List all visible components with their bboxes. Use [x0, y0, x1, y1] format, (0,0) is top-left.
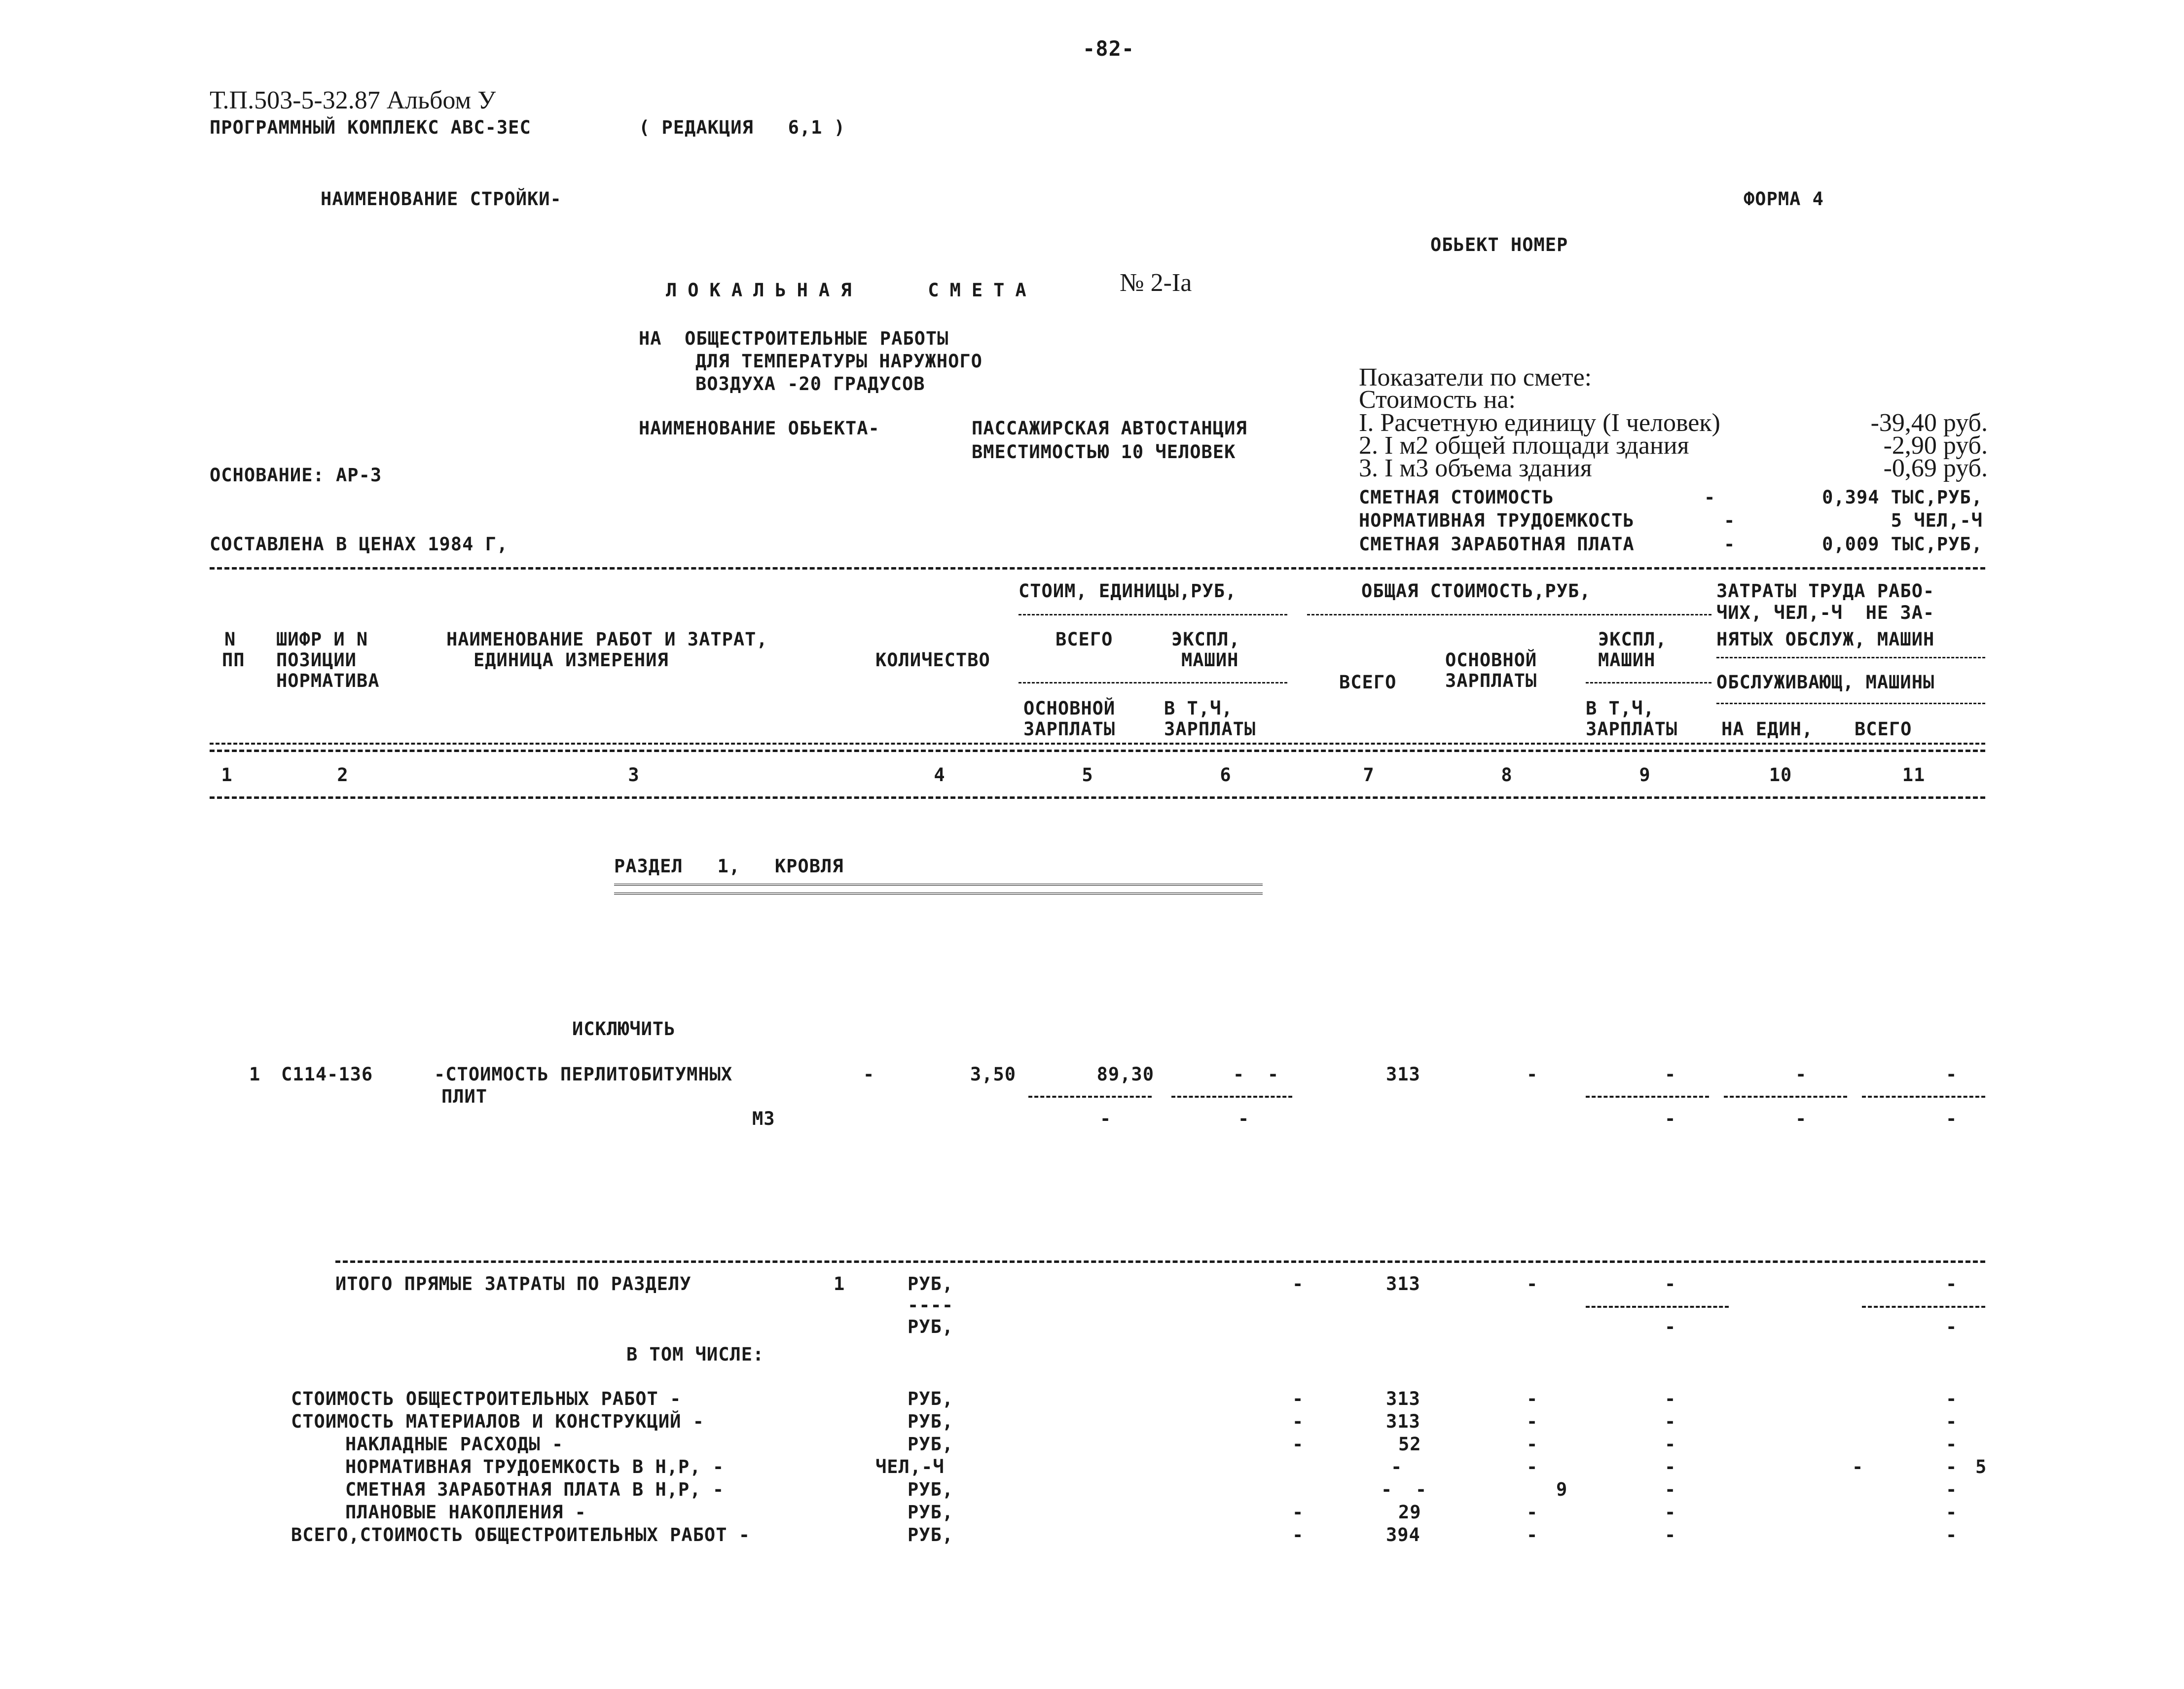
row-total: 313: [1386, 1064, 1420, 1085]
header-uc-wage: ОСНОВНОЙ: [1023, 698, 1116, 719]
col-number: 8: [1501, 764, 1513, 786]
section-title: РАЗДЕЛ 1, КРОВЛЯ: [614, 856, 844, 877]
row-rule: [1862, 1096, 1985, 1098]
total-line-dash: -: [1292, 1411, 1304, 1432]
totals-rule: [1586, 1306, 1729, 1308]
total-line-unit: РУБ,: [908, 1524, 954, 1545]
header-uc-total: ВСЕГО: [1056, 629, 1113, 650]
exclude-label: ИСКЛЮЧИТЬ: [572, 1018, 676, 1040]
total-line-label: ПЛАНОВЫЕ НАКОПЛЕНИЯ -: [345, 1502, 586, 1523]
header-qty: КОЛИЧЕСТВО: [875, 649, 990, 671]
col-number: 3: [628, 764, 640, 786]
total-line-label: СМЕТНАЯ ЗАРАБОТНАЯ ПЛАТА В Н,Р, -: [345, 1479, 725, 1500]
col-number: 9: [1639, 764, 1651, 786]
row-col9: -: [1665, 1064, 1676, 1085]
row-col11: -: [1946, 1064, 1958, 1085]
indicator-label: 2. I м2 общей площади здания: [1359, 431, 1689, 460]
header-rule: [1586, 682, 1711, 683]
total-line-value: 29: [1398, 1502, 1421, 1523]
header-code: НОРМАТИВА: [276, 670, 380, 691]
header-uc-mach: ЭКСПЛ,: [1171, 629, 1240, 650]
direct-costs-unit: РУБ,: [908, 1316, 954, 1337]
header-num: ПП: [222, 649, 245, 671]
total-line-col8: 9: [1556, 1479, 1568, 1500]
col-numbers-rule: [210, 796, 1985, 799]
row-name: ПЛИТ: [441, 1086, 488, 1107]
row-rule: [1028, 1096, 1152, 1098]
header-name: НАИМЕНОВАНИЕ РАБОТ И ЗАТРАТ,: [446, 629, 768, 650]
total-line-col9: -: [1665, 1411, 1676, 1432]
summary-label: СМЕТНАЯ ЗАРАБОТНАЯ ПЛАТА: [1359, 534, 1635, 555]
total-line-col8: -: [1527, 1502, 1538, 1523]
row-code: С114-136: [281, 1064, 373, 1085]
header-bottom-rule: [210, 750, 1985, 752]
summary-sep: -: [1724, 534, 1736, 555]
direct-costs-unit: ----: [908, 1294, 954, 1316]
header-tc-wage: ЗАРПЛАТЫ: [1445, 670, 1537, 691]
summary-value: 5 ЧЕЛ,-Ч: [1891, 510, 1983, 531]
object-name-line-2: ВМЕСТИМОСТЬЮ 10 ЧЕЛОВЕК: [972, 441, 1236, 463]
object-name-label: НАИМЕНОВАНИЕ ОБЬЕКТА-: [639, 418, 880, 439]
estimate-number: № 2-Iа: [1120, 269, 1192, 297]
total-line-extra: 5: [1975, 1456, 1987, 1477]
summary-value: 0,009 ТЫС,РУБ,: [1822, 534, 1983, 555]
row-col8: -: [1527, 1064, 1538, 1085]
indicator-value: -39,40 руб.: [1870, 409, 1988, 437]
total-line-dash: -: [1292, 1434, 1304, 1455]
header-tc-wage: ОСНОВНОЙ: [1445, 649, 1537, 671]
indicators-title: Показатели по смете:: [1359, 363, 1592, 392]
total-line-col8: -: [1527, 1456, 1538, 1477]
row-b11: -: [1946, 1108, 1958, 1129]
total-line-value: -: [1391, 1456, 1403, 1477]
total-line-value: - -: [1381, 1479, 1427, 1500]
row-rule: [1724, 1096, 1847, 1098]
total-line-col11: -: [1946, 1388, 1958, 1409]
header-rule: [1716, 703, 1985, 704]
total-line-col9: -: [1665, 1524, 1676, 1545]
indicator-value: -2,90 руб.: [1883, 431, 1988, 460]
total-line-unit: РУБ,: [908, 1502, 954, 1523]
total-line-value: 313: [1386, 1388, 1420, 1409]
row-b6: -: [1238, 1108, 1250, 1129]
direct-costs-total: 313: [1386, 1273, 1420, 1294]
header-labor: ЗАТРАТЫ ТРУДА РАБО-: [1716, 580, 1935, 602]
totals-top-rule: [335, 1260, 1985, 1263]
software-name: ПРОГРАММНЫЙ КОМПЛЕКС АВС-3ЕС: [210, 117, 531, 138]
col-number: 4: [934, 764, 946, 786]
header-rule: [1307, 614, 1711, 615]
total-line-col11: -: [1946, 1524, 1958, 1545]
row-col10: -: [1795, 1064, 1807, 1085]
building-name-label: НАИМЕНОВАНИЕ СТРОЙКИ-: [321, 188, 562, 210]
header-code: ШИФР И N: [276, 629, 368, 650]
total-line-value: 313: [1386, 1411, 1420, 1432]
direct-costs-b11: -: [1946, 1316, 1958, 1337]
header-code: ПОЗИЦИИ: [276, 649, 357, 671]
total-line-col10: -: [1852, 1456, 1864, 1477]
header-uc-incl: В Т,Ч,: [1164, 698, 1233, 719]
indicators-cost-on: Стоимость на:: [1359, 386, 1516, 414]
col-number: 10: [1769, 764, 1792, 786]
total-line-unit: РУБ,: [908, 1434, 954, 1455]
header-rule: [1019, 682, 1287, 683]
form-number: ФОРМА 4: [1744, 188, 1824, 210]
total-line-label: СТОИМОСТЬ ОБЩЕСТРОИТЕЛЬНЫХ РАБОТ -: [291, 1388, 682, 1409]
col-number: 1: [221, 764, 233, 786]
page-number: -82-: [1083, 36, 1135, 61]
total-line-col9: -: [1665, 1388, 1676, 1409]
header-tc-incl: В Т,Ч,: [1586, 698, 1655, 719]
basis: ОСНОВАНИЕ: АР-3: [210, 465, 382, 486]
total-line-unit: ЧЕЛ,-Ч: [875, 1456, 945, 1477]
row-b9: -: [1665, 1108, 1676, 1129]
direct-costs-unit: РУБ,: [908, 1273, 954, 1294]
direct-costs-col11: -: [1946, 1273, 1958, 1294]
total-line-col11: -: [1946, 1502, 1958, 1523]
total-line-label: НОРМАТИВНАЯ ТРУДОЕМКОСТЬ В Н,Р, -: [345, 1456, 725, 1477]
section-underline: [614, 884, 1263, 895]
col-number: 7: [1363, 764, 1375, 786]
total-line-col11: -: [1946, 1456, 1958, 1477]
object-number-label: ОБЬЕКТ НОМЕР: [1430, 234, 1568, 255]
header-labor-unit: НА ЕДИН,: [1721, 719, 1814, 740]
total-line-dash: -: [1292, 1388, 1304, 1409]
estimate-title: ЛОКАЛЬНАЯ СМЕТА: [666, 280, 1037, 301]
header-total-cost: ОБЩАЯ СТОИМОСТЬ,РУБ,: [1361, 580, 1591, 602]
row-qty: 3,50: [970, 1064, 1016, 1085]
total-line-unit: РУБ,: [908, 1479, 954, 1500]
summary-label: НОРМАТИВНАЯ ТРУДОЕМКОСТЬ: [1359, 510, 1635, 531]
direct-costs-dash: -: [1292, 1273, 1304, 1294]
row-rule: [1586, 1096, 1709, 1098]
header-labor: ОБСЛУЖИВАЮЩ, МАШИНЫ: [1716, 672, 1935, 693]
summary-sep: -: [1724, 510, 1736, 531]
total-line-col8: -: [1527, 1411, 1538, 1432]
header-tc-mach: ЭКСПЛ,: [1598, 629, 1667, 650]
object-name-line-1: ПАССАЖИРСКАЯ АВТОСТАНЦИЯ: [972, 418, 1247, 439]
row-unit-mach: - -: [1233, 1064, 1279, 1085]
header-tc-total: ВСЕГО: [1339, 672, 1397, 693]
header-double-rule: [210, 743, 1985, 745]
indicator-value: -0,69 руб.: [1883, 454, 1988, 482]
total-line-col9: -: [1665, 1479, 1676, 1500]
total-line-col11: -: [1946, 1479, 1958, 1500]
total-line-unit: РУБ,: [908, 1411, 954, 1432]
summary-label: СМЕТНАЯ СТОИМОСТЬ: [1359, 487, 1554, 508]
total-line-col11: -: [1946, 1411, 1958, 1432]
header-uc-incl: ЗАРПЛАТЫ: [1164, 719, 1256, 740]
header-num: N: [224, 629, 236, 650]
header-name: ЕДИНИЦА ИЗМЕРЕНИЯ: [473, 649, 669, 671]
total-line-col8: -: [1527, 1388, 1538, 1409]
header-labor-total: ВСЕГО: [1855, 719, 1912, 740]
direct-costs-col9: -: [1665, 1273, 1676, 1294]
header-labor: ЧИХ, ЧЕЛ,-Ч НЕ ЗА-: [1716, 602, 1935, 623]
including-label: В ТОМ ЧИСЛЕ:: [626, 1344, 764, 1365]
total-line-value: 394: [1386, 1524, 1420, 1545]
total-line-col8: -: [1527, 1434, 1538, 1455]
row-name: -СТОИМОСТЬ ПЕРЛИТОБИТУМНЫХ: [434, 1064, 733, 1085]
row-b5: -: [1100, 1108, 1112, 1129]
row-b10: -: [1795, 1108, 1807, 1129]
col-number: 2: [337, 764, 349, 786]
total-line-label: НАКЛАДНЫЕ РАСХОДЫ -: [345, 1434, 564, 1455]
indicator-label: 3. I м3 объема здания: [1359, 454, 1592, 482]
works-line-2: ДЛЯ ТЕМПЕРАТУРЫ НАРУЖНОГО: [695, 351, 983, 372]
row-unit-total: 89,30: [1096, 1064, 1154, 1085]
works-line-3: ВОЗДУХА -20 ГРАДУСОВ: [695, 373, 925, 395]
prices-year: СОСТАВЛЕНА В ЦЕНАХ 1984 Г,: [210, 534, 509, 555]
col-number: 11: [1902, 764, 1926, 786]
direct-costs-col8: -: [1527, 1273, 1538, 1294]
row-num: 1: [249, 1064, 261, 1085]
summary-value: 0,394 ТЫС,РУБ,: [1822, 487, 1983, 508]
direct-costs-label: ИТОГО ПРЯМЫЕ ЗАТРАТЫ ПО РАЗДЕЛУ: [335, 1273, 692, 1294]
header-uc-mach: МАШИН: [1181, 649, 1239, 671]
total-line-unit: РУБ,: [908, 1388, 954, 1409]
total-line-label: ВСЕГО,СТОИМОСТЬ ОБЩЕСТРОИТЕЛЬНЫХ РАБОТ -: [291, 1524, 751, 1545]
totals-rule: [1862, 1306, 1985, 1308]
direct-costs-b9: -: [1665, 1316, 1676, 1337]
total-line-label: СТОИМОСТЬ МАТЕРИАЛОВ И КОНСТРУКЦИЙ -: [291, 1411, 704, 1432]
row-unit: М3: [752, 1108, 775, 1129]
col-number: 6: [1220, 764, 1232, 786]
header-rule: [1019, 614, 1287, 615]
col-number: 5: [1082, 764, 1093, 786]
album-title: Т.П.503-5-32.87 Альбом У: [210, 86, 496, 114]
row-rule: [1171, 1096, 1292, 1098]
header-labor: НЯТЫХ ОБСЛУЖ, МАШИН: [1716, 629, 1935, 650]
total-line-dash: -: [1292, 1502, 1304, 1523]
header-rule: [1716, 657, 1985, 658]
total-line-col8: -: [1527, 1524, 1538, 1545]
total-line-dash: -: [1292, 1524, 1304, 1545]
total-line-col11: -: [1946, 1434, 1958, 1455]
total-line-col9: -: [1665, 1456, 1676, 1477]
summary-sep: -: [1704, 487, 1716, 508]
total-line-value: 52: [1398, 1434, 1421, 1455]
total-line-col9: -: [1665, 1502, 1676, 1523]
header-uc-wage: ЗАРПЛАТЫ: [1023, 719, 1116, 740]
header-tc-incl: ЗАРПЛАТЫ: [1586, 719, 1678, 740]
header-tc-mach: МАШИН: [1598, 649, 1656, 671]
table-top-rule: [210, 567, 1985, 570]
direct-costs-section: 1: [834, 1273, 845, 1294]
revision: ( РЕДАКЦИЯ 6,1 ): [639, 117, 845, 138]
row-dash: -: [863, 1064, 875, 1085]
header-unit-cost: СТОИМ, ЕДИНИЦЫ,РУБ,: [1019, 580, 1237, 602]
works-line-1: НА ОБЩЕСТРОИТЕЛЬНЫЕ РАБОТЫ: [639, 328, 949, 349]
total-line-col9: -: [1665, 1434, 1676, 1455]
indicator-label: I. Расчетную единицу (I человек): [1359, 409, 1720, 437]
